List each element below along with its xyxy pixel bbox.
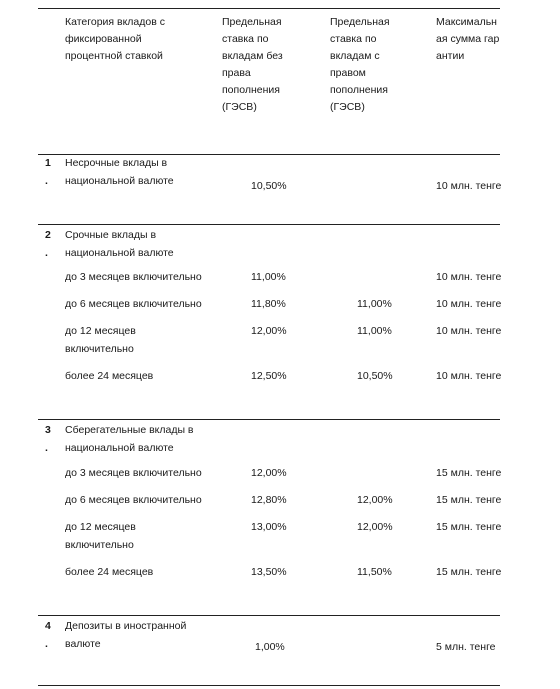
section-rule: [38, 224, 500, 225]
rate-topup: 11,00%: [357, 298, 392, 310]
section-number: 3: [45, 424, 51, 436]
section-title: Сберегательные вклады в: [65, 424, 194, 436]
guarantee-amount: 15 млн. тенге: [436, 494, 502, 506]
guarantee-amount: 15 млн. тенге: [436, 566, 502, 578]
rate-no-topup: 11,80%: [251, 298, 286, 310]
term-label: до 3 месяцев включительно: [65, 467, 202, 479]
term-label: более 24 месяцев: [65, 370, 154, 382]
term-label: более 24 месяцев: [65, 566, 154, 578]
section-number-dot: .: [45, 638, 48, 650]
guarantee-amount: 10 млн. тенге: [436, 180, 502, 192]
rate-topup: 11,00%: [357, 325, 392, 337]
section-title: национальной валюте: [65, 175, 174, 187]
table-bottom-rule: [38, 685, 500, 686]
rate-no-topup: 12,00%: [251, 467, 287, 479]
rate-no-topup: 12,80%: [251, 494, 287, 506]
section-number: 1: [45, 157, 51, 169]
guarantee-amount: 10 млн. тенге: [436, 325, 502, 337]
guarantee-amount: 10 млн. тенге: [436, 370, 502, 382]
section-title: национальной валюте: [65, 442, 174, 454]
section-number-dot: .: [45, 442, 48, 454]
rate-no-topup: 12,50%: [251, 370, 287, 382]
section-title: валюте: [65, 638, 101, 650]
section-title: национальной валюте: [65, 247, 174, 259]
guarantee-amount: 10 млн. тенге: [436, 271, 502, 283]
section-title: Несрочные вклады в: [65, 157, 168, 169]
rate-no-topup: 10,50%: [251, 180, 287, 192]
guarantee-amount: 5 млн. тенге: [436, 641, 496, 653]
term-label-cont: включительно: [65, 539, 134, 551]
header-rate-topup: Предельная ставка по вкладам с правом пополнения (ГЭСВ): [330, 16, 390, 113]
rate-topup: 10,50%: [357, 370, 393, 382]
section-number: 4: [45, 620, 51, 632]
term-label: до 12 месяцев: [65, 521, 136, 533]
table-top-rule: [38, 8, 500, 9]
rate-topup: 11,50%: [357, 566, 392, 578]
term-label-cont: включительно: [65, 343, 134, 355]
section-number: 2: [45, 229, 51, 241]
header-max-guarantee: Максимальная сумма гарантии: [436, 16, 500, 62]
section-rule: [38, 615, 500, 616]
guarantee-amount: 15 млн. тенге: [436, 467, 502, 479]
guarantee-amount: 15 млн. тенге: [436, 521, 502, 533]
section-rule: [38, 419, 500, 420]
rate-no-topup: 13,50%: [251, 566, 287, 578]
guarantee-amount: 10 млн. тенге: [436, 298, 502, 310]
rate-no-topup: 12,00%: [251, 325, 287, 337]
section-number-dot: .: [45, 247, 48, 259]
section-title: Депозиты в иностранной: [65, 620, 187, 632]
header-category: Категория вкладов с фиксированной процентной ставкой: [65, 16, 165, 62]
section-number-dot: .: [45, 175, 48, 187]
rate-topup: 12,00%: [357, 521, 393, 533]
term-label: до 6 месяцев включительно: [65, 298, 202, 310]
header-rate-no-topup: Предельная ставка по вкладам без права пополнения (ГЭСВ): [222, 16, 283, 113]
term-label: до 6 месяцев включительно: [65, 494, 202, 506]
rate-topup: 12,00%: [357, 494, 393, 506]
section-title: Срочные вклады в: [65, 229, 157, 241]
term-label: до 3 месяцев включительно: [65, 271, 202, 283]
rate-no-topup: 11,00%: [251, 271, 286, 283]
rate-no-topup: 13,00%: [251, 521, 287, 533]
rate-no-topup: 1,00%: [255, 641, 285, 653]
term-label: до 12 месяцев: [65, 325, 136, 337]
